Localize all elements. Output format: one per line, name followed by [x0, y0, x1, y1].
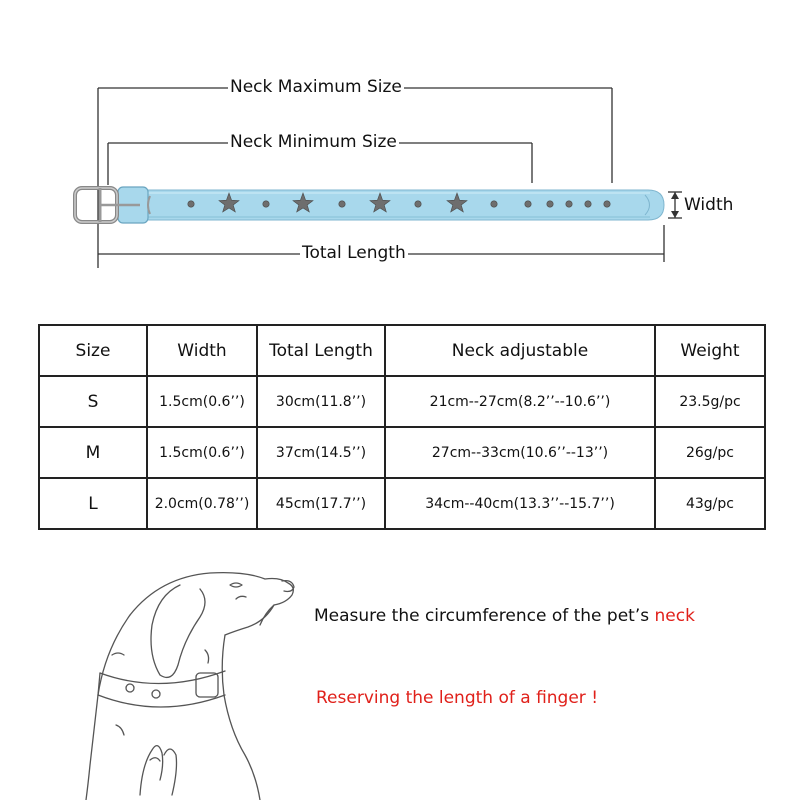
dog-illustration [60, 555, 320, 800]
cell-neck-adjustable: 34cm--40cm(13.3’’--15.7’’) [385, 478, 655, 529]
cell-weight: 26g/pc [655, 427, 765, 478]
table-row [39, 478, 765, 529]
cell-neck-adjustable: 27cm--33cm(10.6’’--13’’) [385, 427, 655, 478]
cell-neck-adjustable: 21cm--27cm(8.2’’--10.6’’) [385, 376, 655, 427]
size-table [38, 324, 766, 530]
header-size: Size [39, 325, 147, 376]
cell-width: 2.0cm(0.78’’) [147, 478, 257, 529]
header-neck-adjustable: Neck adjustable [385, 325, 655, 376]
table-row [39, 427, 765, 478]
cell-weight: 23.5g/pc [655, 376, 765, 427]
cell-size: S [39, 376, 147, 427]
neck-maximum-size-label: Neck Maximum Size [230, 77, 402, 97]
collar-illustration [75, 187, 664, 223]
measure-instruction-text: Measure the circumference of the pet’s [314, 606, 655, 626]
cell-width: 1.5cm(0.6’’) [147, 427, 257, 478]
header-weight: Weight [655, 325, 765, 376]
cell-width: 1.5cm(0.6’’) [147, 376, 257, 427]
cell-size: M [39, 427, 147, 478]
cell-total-length: 45cm(17.7’’) [257, 478, 385, 529]
cell-total-length: 30cm(11.8’’) [257, 376, 385, 427]
cell-size: L [39, 478, 147, 529]
table-row [39, 376, 765, 427]
width-label: Width [684, 195, 734, 215]
cell-weight: 43g/pc [655, 478, 765, 529]
table-header-row [39, 325, 765, 376]
finger-reserve-note: Reserving the length of a finger ! [316, 688, 599, 708]
cell-total-length: 37cm(14.5’’) [257, 427, 385, 478]
header-width: Width [147, 325, 257, 376]
neck-minimum-size-label: Neck Minimum Size [230, 132, 397, 152]
total-length-label: Total Length [302, 243, 406, 263]
measure-instruction [314, 606, 695, 626]
neck-highlight: neck [654, 606, 695, 626]
header-total-length: Total Length [257, 325, 385, 376]
